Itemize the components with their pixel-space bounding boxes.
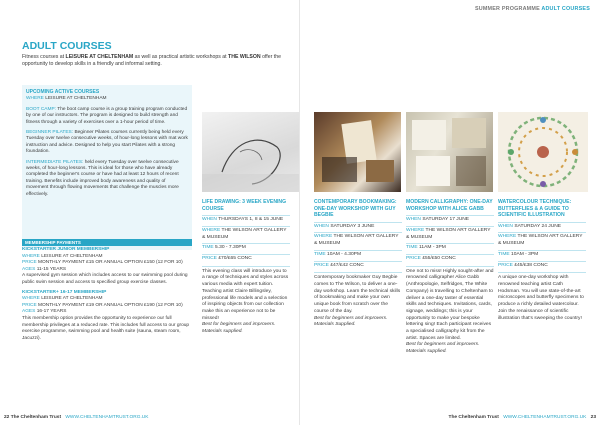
where-label: WHERE — [202, 227, 221, 233]
footer-url-link[interactable]: WWW.CHELTENHAMTRUST.ORG.UK — [65, 415, 149, 420]
bookmaking-photo — [314, 112, 401, 192]
kickstarter-ages: 11-15 YEARS — [36, 266, 67, 272]
calligraphy-photo — [406, 112, 493, 192]
when-label: WHEN — [406, 217, 421, 223]
intro-text: as well as practical artistic workshops at — [133, 54, 229, 60]
kickstarter-1617-heading: KICKSTARTER+ 16-17 MEMBERSHIP — [22, 289, 107, 295]
where-label: WHERE — [22, 253, 40, 259]
boot-camp-text: The boot camp course is a group training program conducted by one of our instructors. The program is designed to build strength and fitness through a variety of exercises over a 1-hour period of time. — [26, 106, 188, 125]
kickstarter-1617-price: MONTHLY PAYMENT £19 OR ANNUAL OPTION £190 (12 FOR 10) — [38, 302, 183, 308]
event-time: 11AM - 3PM — [419, 245, 446, 251]
price-label: PRICE — [498, 262, 513, 268]
upcoming-courses-box — [22, 85, 192, 250]
price-label: PRICE — [22, 260, 37, 266]
intermediate-pilates-text: held every Tuesday over twelve consecutive weeks, of hour-long lessons. This is ideal for those who have already completed the beginner's course or have had at least 12 hours of recent training. Benefits include improved body awareness and quality of movement through flowing movements that challenge the muscles more effectively. — [26, 159, 179, 197]
kickstarter-1617-ages: 16-17 YEARS — [36, 309, 67, 315]
section-label: ADULT COURSES — [541, 6, 590, 12]
beginner-pilates-text: Beginner Pilates courses currently being held every Tuesday over twelve consecutive weeks, of hour-long lessons with mat work instruction and advice. Designed to help you start Pilates with a strong foundation. — [26, 130, 188, 155]
price-label: PRICE — [202, 256, 217, 261]
watercolour-butterflies-photo — [498, 112, 588, 192]
event-note: Best for beginners and improvers. Materials supplied. — [406, 342, 480, 355]
time-label: TIME — [314, 251, 326, 257]
kickstarter-description: A supervised gym session which includes access to our swimming pool during public swim session and access to specified group exercise classes. — [22, 273, 188, 285]
event-where: THE WILSON ART GALLERY & MUSEUM — [498, 234, 583, 247]
intro-venue-wilson: THE WILSON — [228, 54, 261, 60]
when-label: WHEN — [314, 223, 329, 229]
time-label: TIME — [406, 245, 418, 251]
footer-org: The Cheltenham Trust — [448, 415, 499, 420]
time-label: TIME — [498, 251, 510, 257]
upcoming-heading: UPCOMING ACTIVE COURSES — [26, 89, 100, 95]
event-description: A unique one-day workshop with renowned teaching artist Cath Hodsman. You will use state-of-the-art microscopes and butterfly specimens to produce a richly detailed watercolour. Join the renaissance of scientific illustration that's sweeping the country! — [498, 275, 584, 321]
where-label: WHERE — [26, 96, 44, 102]
price-label: PRICE — [314, 262, 329, 268]
when-label: WHEN — [202, 217, 217, 223]
price-label: PRICE — [22, 302, 37, 308]
event-where: THE WILSON ART GALLERY & MUSEUM — [314, 234, 399, 247]
kickstarter-heading: KICKSTARTER JUNIOR MEMBERSHIP — [22, 247, 110, 252]
event-description: One not to miss! Highly sought-after and renowned calligrapher Alice Gabb (Anthropologie, Selfridges, The White Company) is travelling to Cheltenham to deliver a one-day taster of essential skills and techniques. Invitations, cards, signage, weddings; this is your opportunity to make your bespoke lettering sing! Each participant receives a specialised calligraphy kit from the artist. Spaces are limited. — [406, 268, 494, 341]
where-value: LEISURE AT CHELTENHAM — [45, 96, 107, 102]
event-description: This evening class will introduce you to a range of techniques and styles across various media with expert tuition. Teaching artist Claire Billingsley, professional life models and a selection of inspiring objects from our collection make this an experience not to be missed! — [202, 268, 289, 321]
ages-label: AGES — [22, 309, 36, 315]
where-label: WHERE — [22, 296, 40, 302]
event-price: £47/£42 CONC — [330, 262, 364, 268]
event-note: Best for beginners and improvers. Materials supplied. — [202, 322, 276, 335]
event-life-drawing — [202, 199, 290, 336]
footer-org: The Cheltenham Trust — [10, 415, 62, 420]
membership-payments-bar: MEMBERSHIP PAYMENTS — [22, 239, 192, 246]
time-label: TIME — [202, 245, 214, 251]
kickstarter-1617-description: This membership option provides the opportunity to experience our full membership privileges at a reduced rate. This includes full access to our group exercise programme, swimming pool and health suite (sauna, steam room, Jacuzzi). — [22, 315, 190, 341]
where-value: LEISURE AT CHELTENHAM — [41, 296, 103, 302]
membership-section — [22, 247, 192, 345]
page-number-right: 23 — [590, 415, 596, 420]
footer-url-link[interactable]: WWW.CHELTENHAMTRUST.ORG.UK — [503, 415, 587, 420]
event-title: WATERCOLOUR TECHNIQUE: BUTTERFLIES & A GUIDE TO SCIENTIFIC ILLUSTRATION — [498, 199, 572, 219]
event-title: CONTEMPORARY BOOKMAKING: ONE-DAY WORKSHOP WITH GUY BEGBIE — [314, 199, 397, 219]
event-price: £45/£38 CONC — [514, 262, 548, 268]
where-label: WHERE — [314, 234, 333, 240]
event-time: 5.30 - 7.30PM — [215, 245, 246, 251]
footer-left — [4, 415, 151, 420]
intro-venue-leisure: LEISURE AT CHELTENHAM — [65, 54, 134, 60]
event-watercolour — [498, 199, 586, 322]
when-label: WHEN — [498, 223, 513, 229]
boot-camp-label: BOOT CAMP: — [26, 106, 57, 112]
event-price: £55/£50 CONC — [422, 256, 456, 261]
event-title: MODERN CALLIGRAPHY: ONE-DAY WORKSHOP WITH ALICE GABB — [406, 199, 493, 212]
event-when: SATURDAY 17 JUNE — [422, 217, 470, 223]
page-number-left: 22 — [4, 415, 10, 420]
kickstarter-price: MONTHLY PAYMENT £15 OR ANNUAL OPTION £150 (12 FOR 10) — [38, 260, 183, 266]
where-label: WHERE — [406, 227, 425, 233]
intro-text: offer the opportunity to develop skills in a friendly and informal setting. — [22, 54, 282, 67]
beginner-pilates-label: BEGINNER PILATES: — [26, 130, 74, 136]
event-description: Contemporary bookmaker Guy Begbie comes to The Wilson, to deliver a one-day workshop. Learn the technical skills of bookmaking and make your own unique book from scratch over the course of the day. — [314, 275, 401, 314]
event-where: THE WILSON ART GALLERY & MUSEUM — [202, 227, 287, 240]
event-time: 10AM - 3PM — [511, 251, 539, 257]
event-bookmaking — [314, 199, 402, 329]
event-when: SATURDAY 24 JUNE — [514, 223, 562, 229]
event-calligraphy — [406, 199, 494, 356]
event-title: LIFE DRAWING: 3 WEEK EVENING COURSE — [202, 199, 287, 212]
page-title: ADULT COURSES — [22, 40, 112, 52]
event-note: Best for beginners and improvers. Materials Supplied. — [314, 315, 388, 328]
programme-label: SUMMER PROGRAMME — [474, 6, 540, 12]
where-value: LEISURE AT CHELTENHAM — [41, 253, 103, 259]
event-time: 10AM - 4.30PM — [327, 251, 362, 257]
where-label: WHERE — [498, 234, 517, 240]
page-gutter — [299, 0, 300, 425]
programme-header — [475, 6, 590, 12]
intermediate-pilates-label: INTERMEDIATE PILATES: — [26, 159, 84, 165]
event-when: SATURDAY 3 JUNE — [330, 223, 375, 229]
price-label: PRICE — [406, 256, 421, 261]
life-drawing-photo — [202, 112, 299, 192]
intro-paragraph — [22, 54, 290, 68]
intro-text: Fitness courses at — [22, 54, 66, 60]
event-when: THURSDAYS 1, 8 & 15 JUNE — [218, 217, 284, 223]
ages-label: AGES — [22, 266, 36, 272]
event-where: THE WILSON ART GALLERY & MUSEUM — [406, 227, 491, 240]
event-price: £70/£65 CONC — [218, 256, 252, 261]
footer-right — [449, 415, 596, 420]
